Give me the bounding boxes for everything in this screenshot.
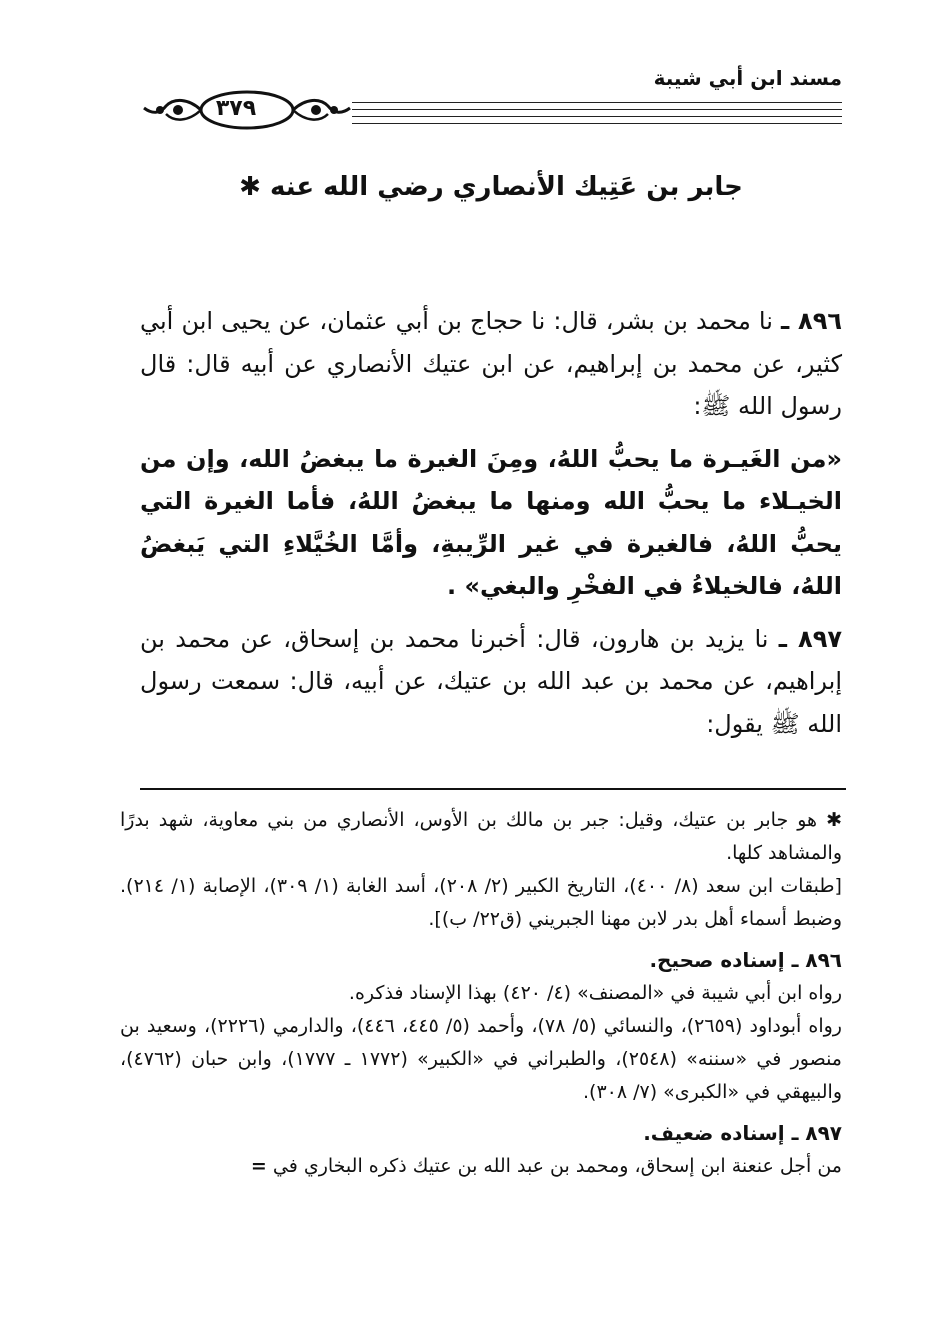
footnote-896-text: رواه ابن أبي شيبة في «المصنف» (٤/ ٤٢٠) بهذا الإسناد فذكره. [348, 982, 842, 1004]
hadith-897-isnad [140, 618, 842, 746]
continuation-mark: = [250, 1155, 267, 1177]
running-header-title: مسند ابن أبي شيبة [653, 66, 842, 90]
footnote-896-sources: رواه أبوداود (٢٦٥٩)، والنسائي (٥/ ٧٨)، وأحمد (٥/ ٤٤٥، ٤٤٦)، والدارمي (٢٢٢٦)، وسعيد بن منصور في «سننه» (٢٥٤٨)، والطبراني في «الكبير» (١٧٧٢ ـ ١٧٧٧)، وابن حبان (٤٧٦٢)، والبيهقي في «الكبرى» (٧/ ٣٠٨). [120, 1015, 842, 1103]
hadith-number: ٨٩٧ ـ [778, 624, 842, 653]
footnote-897-line: من أجل عنعنة ابن إسحاق، ومحمد بن عبد الله بن عتيك ذكره البخاري في [272, 1155, 842, 1177]
footnotes [120, 804, 842, 1183]
footnote-897-heading: ٨٩٧ ـ إسناده ضعيف. [643, 1121, 842, 1145]
isnad-text: نا محمد بن بشر، قال: نا حجاج بن أبي عثمان، عن يحيى ابن أبي كثير، عن محمد بن إبراهيم، عن ابن عتيك الأنصاري عن أبيه قال: قال رسول الله ﷺ: [140, 307, 842, 420]
chapter-title: جابر بن عَتِيك الأنصاري رضي الله عنه ✱ [239, 172, 743, 202]
header-rule-3 [352, 116, 842, 117]
hadith-896-isnad [140, 300, 842, 428]
header-rule-2 [352, 109, 842, 110]
header-rule-1 [352, 102, 842, 103]
hadith-number: ٨٩٦ ـ [781, 307, 842, 335]
footnote-bio-sources: [طبقات ابن سعد (٨/ ٤٠٠)، التاريخ الكبير (٢/ ٢٠٨)، أسد الغابة (١/ ٣٠٩)، الإصابة (١/ ٢١٤). وضبط أسماء أهل بدر لابن مهنا الجبريني (ق٢٢/ ب)]. [120, 875, 842, 930]
main-text [140, 300, 842, 755]
footnote-896-heading: ٨٩٦ ـ إسناده صحيح. [649, 948, 842, 972]
header-rule-4 [352, 123, 842, 124]
hadith-896-matn: «من الغَيـرة ما يحبُّ اللهُ، ومِنَ الغيرة ما يبغضُ الله، وإن من الخيـلاء ما يحبُّ الله ومنها ما يبغضُ اللهُ، فأما الغيرة التي يحبُّ اللهُ، فالغيرة في غير الرِّيبةِ، وأمَّا الخُيَّلاءِ التي يَبغضُ اللهُ، فالخيلاءُ في الفخْرِ والبغي» . [140, 444, 842, 600]
page-number: ٣٧٩ [215, 96, 257, 121]
isnad-text: نا يزيد بن هارون، قال: أخبرنا محمد بن إسحاق، عن محمد بن إبراهيم، عن محمد بن عبد الله بن عتيك، عن أبيه، قال: سمعت رسول الله ﷺ يقول: [140, 624, 842, 738]
footnote-897-text [120, 1150, 842, 1183]
footnote-bio: ✱ هو جابر بن عتيك، وقيل: جبر بن مالك بن الأوس، الأنصاري من بني معاوية، شهد بدرًا والمشاهد كلها. [120, 809, 842, 864]
footnote-separator [140, 788, 846, 790]
